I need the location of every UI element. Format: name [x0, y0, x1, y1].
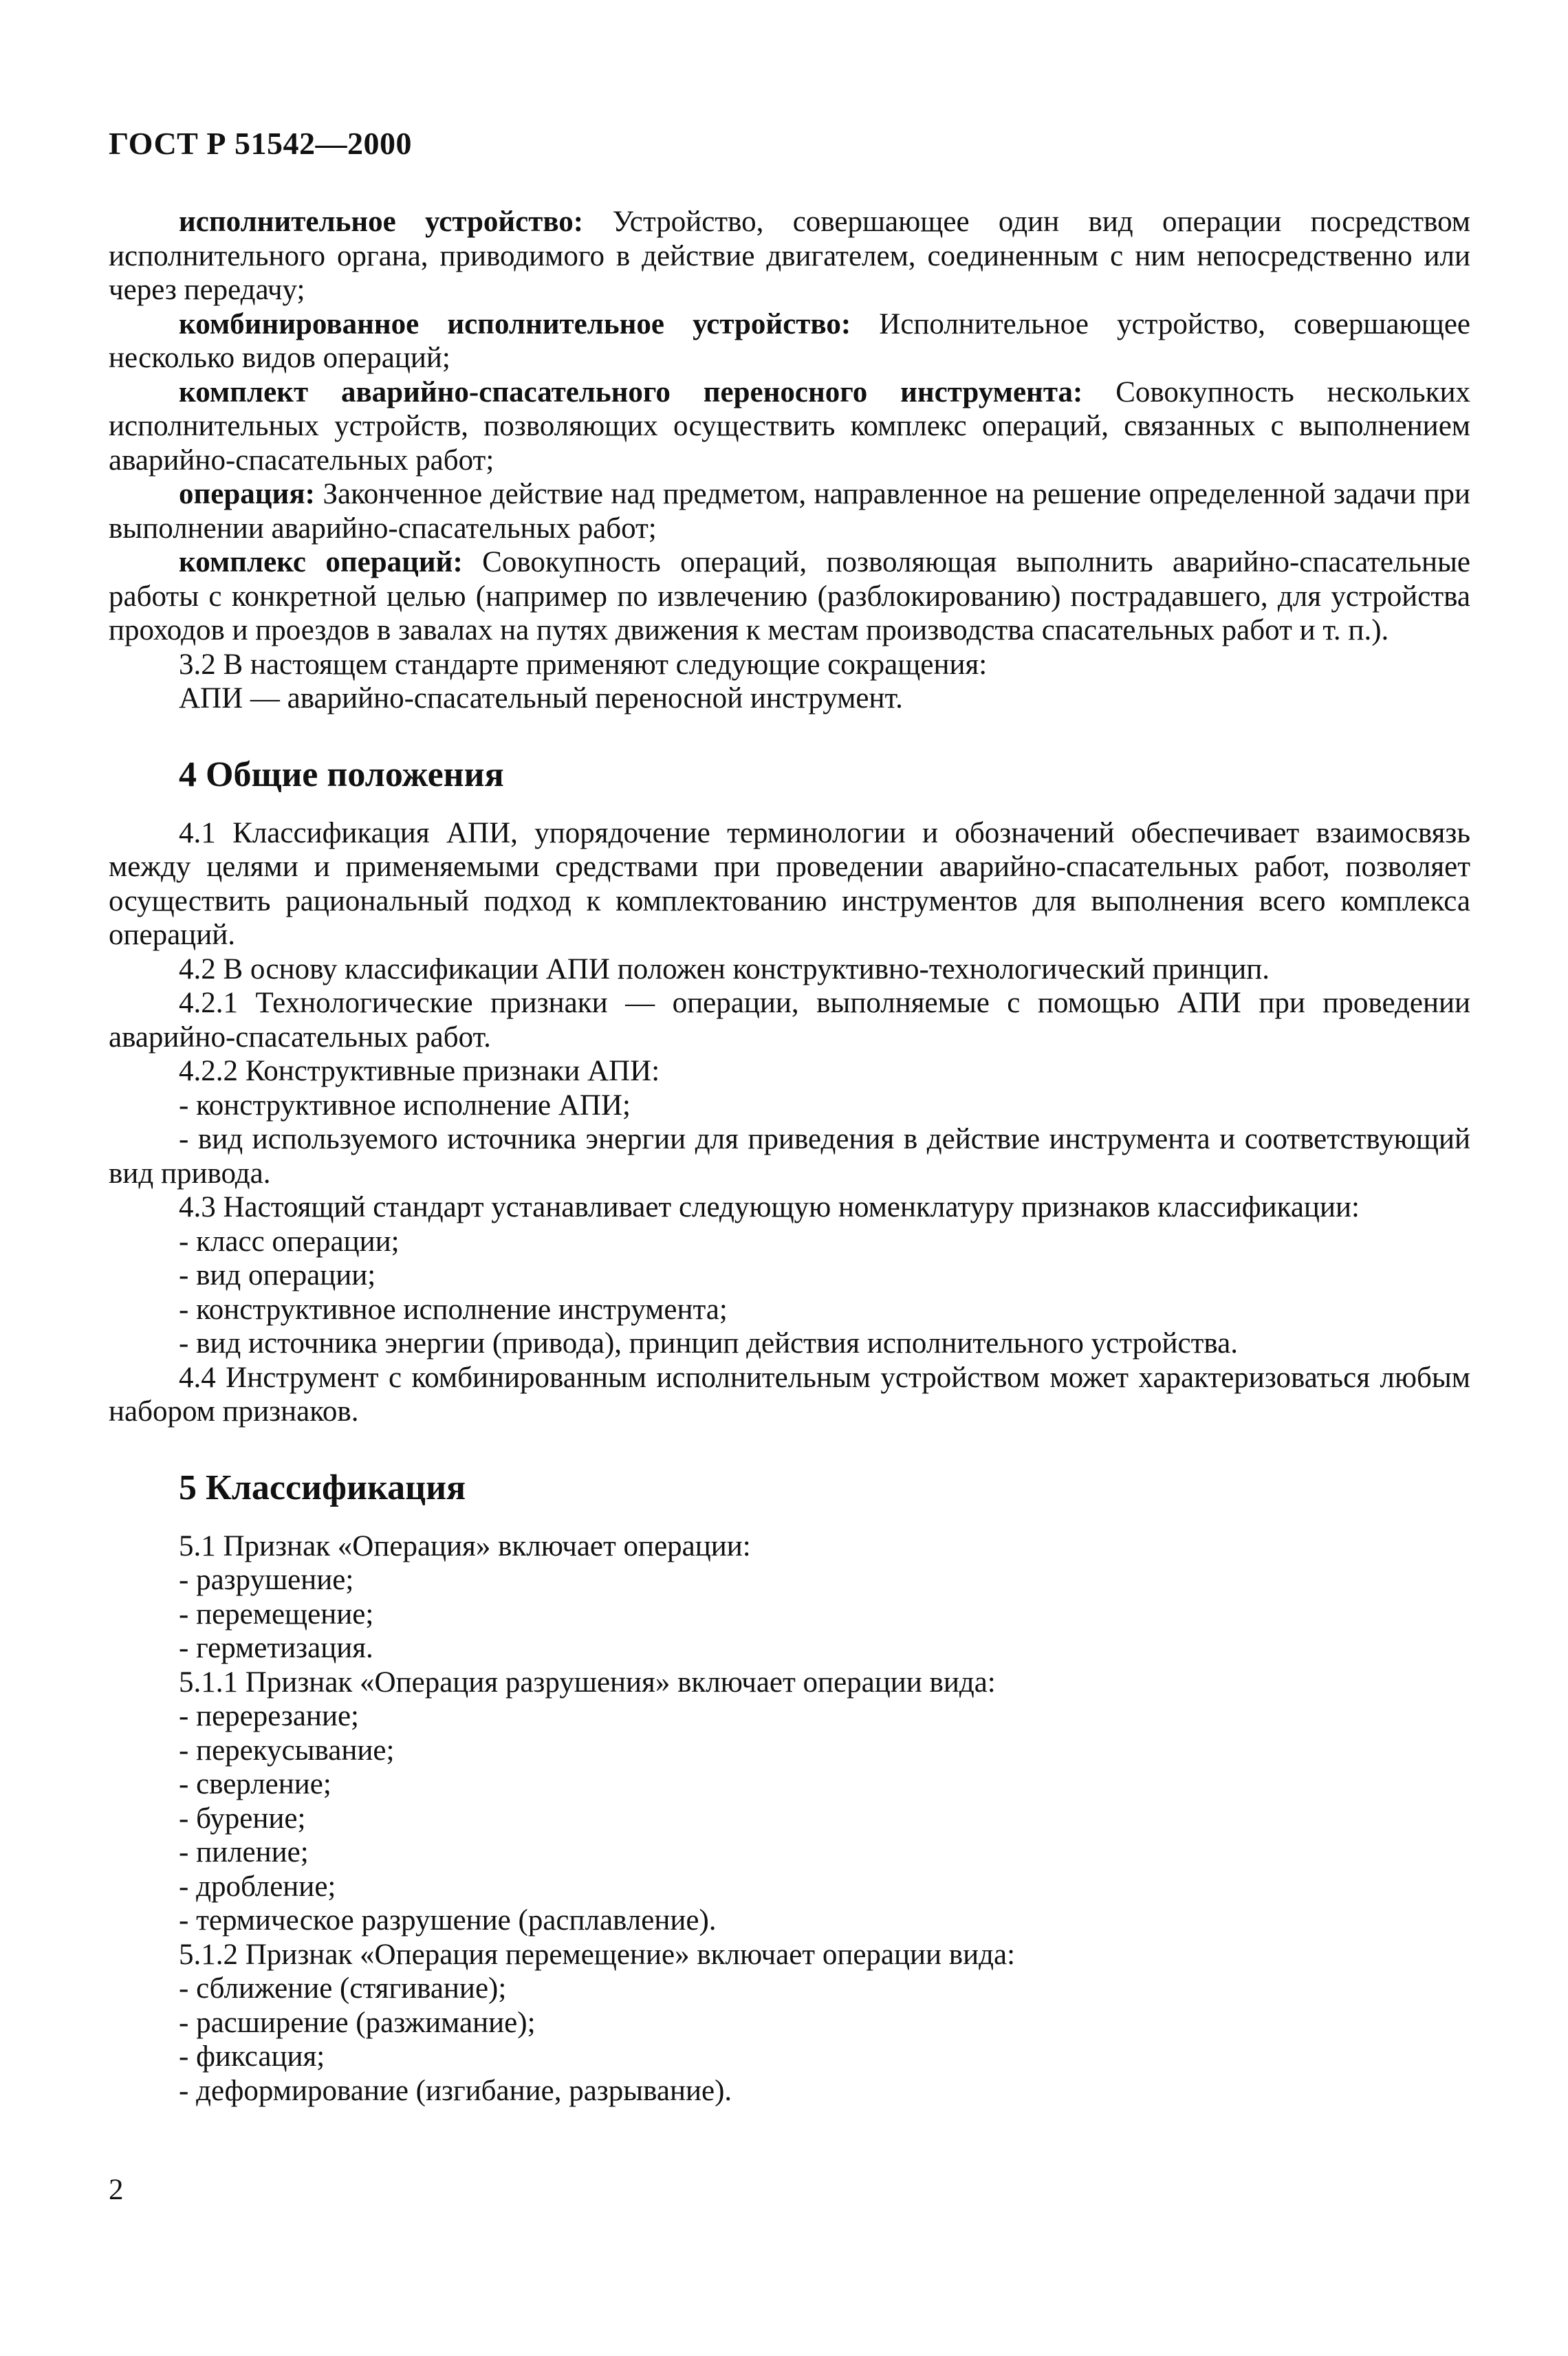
list-item: - вид операции;	[179, 1259, 376, 1291]
definition-term: исполнительное устройство:	[179, 206, 584, 238]
document-header: ГОСТ Р 51542—2000	[109, 126, 412, 161]
definition-term: комплекс операций:	[179, 546, 463, 578]
definition-text: Законченное действие над предметом, направленное на решение определенной задачи при выполнении аварийно-спасательных работ;	[109, 478, 1470, 545]
definition-text: Исполнительное устройство, совершающее несколько видов операций;	[109, 307, 1470, 374]
definition-term: комплект аварийно-спасательного переносного инструмента:	[179, 375, 1083, 408]
abbreviation-line: АПИ — аварийно-спасательный переносной инструмент.	[179, 682, 903, 715]
definition-paragraph	[109, 477, 1470, 545]
definition-paragraph	[109, 205, 1470, 307]
list-item: - класс операции;	[179, 1225, 400, 1258]
section-5-heading: 5 Классификация	[179, 1468, 466, 1507]
paragraph-5-1: 5.1 Признак «Операция» включает операции:	[179, 1529, 751, 1562]
list-item: - перекусывание;	[179, 1734, 395, 1767]
definition-term: операция:	[179, 478, 315, 510]
paragraph-3-2: 3.2 В настоящем стандарте применяют следующие сокращения:	[179, 648, 988, 681]
list-item: - фиксация;	[179, 2040, 325, 2073]
list-item: - расширение (разжимание);	[179, 2006, 536, 2039]
paragraph-4-1: 4.1 Классификация АПИ, упорядочение терминологии и обозначений обеспечивает взаимосвязь между целями и применяемыми средствами при проведении аварийно-спасательных работ, позволяет осуществить рациональный подход к комплектованию инструментов для выполнения всего комплекса операций.	[109, 816, 1470, 951]
paragraph-5-1-2: 5.1.2 Признак «Операция перемещение» включает операции вида:	[179, 1938, 1016, 1971]
definition-paragraph	[109, 545, 1470, 648]
list-item: - бурение;	[179, 1802, 306, 1835]
paragraph-4-2: 4.2 В основу классификации АПИ положен конструктивно-технологический принцип.	[179, 952, 1270, 985]
list-item: - конструктивное исполнение инструмента;	[179, 1293, 728, 1326]
definition-term: комбинированное исполнительное устройство:	[179, 307, 851, 340]
page-number: 2	[109, 2174, 124, 2206]
paragraph-4-2-1: 4.2.1 Технологические признаки — операции, выполняемые с помощью АПИ при проведении аварийно-спасательных работ.	[109, 987, 1470, 1054]
paragraph-4-2-2: 4.2.2 Конструктивные признаки АПИ:	[179, 1055, 660, 1087]
list-item: - вид источника энергии (привода), принцип действия исполнительного устройства.	[179, 1327, 1238, 1360]
definition-paragraph	[109, 375, 1470, 478]
list-item: - перемещение;	[179, 1597, 374, 1630]
list-item: - сверление;	[179, 1768, 331, 1800]
list-item: - вид используемого источника энергии для приведения в действие инструмента и соответствующий вид привода.	[109, 1123, 1470, 1190]
list-item: - пиление;	[179, 1836, 309, 1868]
list-item: - перерезание;	[179, 1700, 359, 1732]
list-item: - деформирование (изгибание, разрывание).	[179, 2074, 732, 2107]
list-item: - термическое разрушение (расплавление).	[179, 1904, 717, 1937]
page-body	[109, 205, 1470, 2108]
definition-text: Устройство, совершающее один вид операции посредством исполнительного органа, приводимого в действие двигателем, соединенным с ним непосредственно или через передачу;	[109, 206, 1470, 306]
definition-text: Совокупность операций, позволяющая выполнить аварийно-спасательные работы с конкретной целью (например по извлечению (разблокированию) пострадавшего, для устройства проходов и проездов в завалах на путях движения к местам производства спасательных работ и т. п.).	[109, 546, 1470, 646]
list-item: - герметизация.	[179, 1632, 373, 1664]
list-item: - разрушение;	[179, 1564, 354, 1596]
list-item: - дробление;	[179, 1870, 336, 1903]
paragraph-4-3: 4.3 Настоящий стандарт устанавливает следующую номенклатуру признаков классификации:	[179, 1191, 1360, 1223]
list-item: - конструктивное исполнение АПИ;	[179, 1089, 631, 1122]
list-item: - сближение (стягивание);	[179, 1972, 507, 2005]
paragraph-5-1-1: 5.1.1 Признак «Операция разрушения» включает операции вида:	[179, 1666, 996, 1699]
paragraph-4-4: 4.4 Инструмент с комбинированным исполнительным устройством может характеризоваться любым набором признаков.	[109, 1361, 1470, 1428]
section-4-heading: 4 Общие положения	[179, 754, 504, 794]
definition-text: Совокупность нескольких исполнительных устройств, позволяющих осуществить комплекс операций, связанных с выполнением аварийно-спасательных работ;	[109, 375, 1471, 477]
definition-paragraph	[109, 307, 1470, 375]
